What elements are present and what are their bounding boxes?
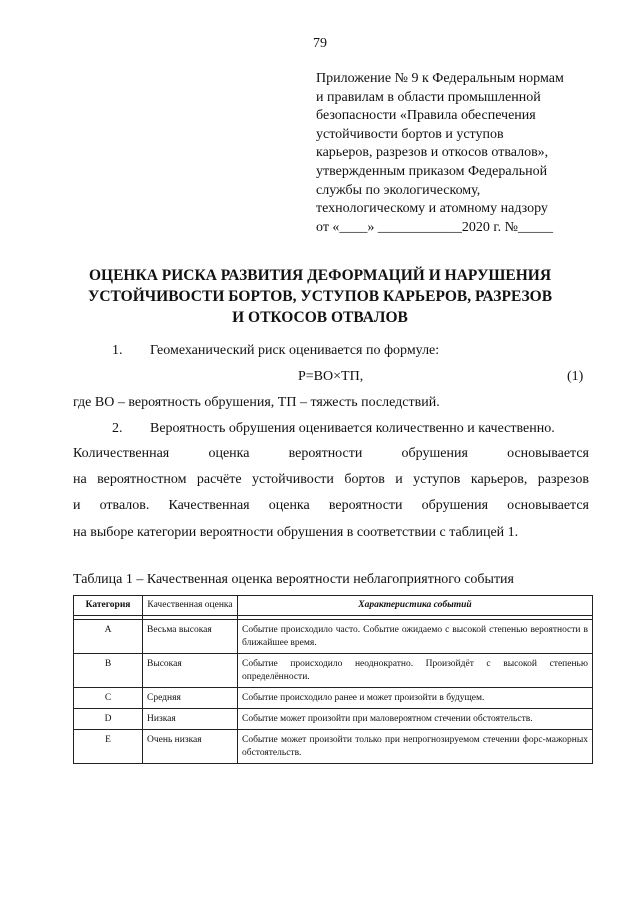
- cell-category: B: [74, 654, 143, 688]
- cell-description: Событие происходило ранее и может произойти в будущем.: [238, 688, 593, 709]
- item2-first-line: Вероятность обрушения оценивается количественно и качественно.: [150, 421, 555, 436]
- cell-description: Событие происходило неоднократно. Произойдёт с высокой степенью определённости.: [238, 654, 593, 688]
- table-row: [74, 688, 593, 709]
- appendix-line: устойчивости бортов и уступов: [316, 126, 504, 142]
- appendix-line: утвержденным приказом Федеральной: [316, 163, 548, 179]
- item1-text: Геомеханический риск оценивается по формуле:: [150, 343, 440, 358]
- cell-category: A: [74, 620, 143, 654]
- formula-number: (1): [567, 369, 584, 384]
- title-line: И ОТКОСОВ ОТВАЛОВ: [232, 309, 408, 326]
- title-line: ОЦЕНКА РИСКА РАЗВИТИЯ ДЕФОРМАЦИЙ И НАРУШЕНИЯ: [88, 267, 552, 284]
- item2-line: Количественная оценка вероятности обрушения основывается: [73, 446, 589, 461]
- cell-description: Событие происходило часто. Событие ожидаемо с высокой степенью вероятности в ближайшее время.: [238, 620, 593, 654]
- header-event-characteristics: Характеристика событий: [238, 596, 593, 616]
- cell-category: E: [74, 730, 143, 764]
- probability-table: [73, 595, 593, 764]
- table-header-row: [74, 596, 593, 616]
- cell-assessment: Весьма высокая: [143, 620, 238, 654]
- document-title: [60, 265, 580, 328]
- appendix-line: службы по экологическому,: [316, 182, 481, 198]
- page-number: 79: [313, 36, 327, 51]
- appendix-line: безопасности «Правила обеспечения: [316, 108, 536, 124]
- appendix-line: Приложение № 9 к Федеральным нормам: [316, 71, 564, 86]
- cell-description: Событие может произойти при маловероятном стечении обстоятельств.: [238, 709, 593, 730]
- item2-last-line: на выборе категории вероятности обрушения в соответствии с таблицей 1.: [73, 525, 519, 540]
- table-row: [74, 730, 593, 764]
- table-row: [74, 620, 593, 654]
- appendix-line: карьеров, разрезов и откосов отвалов»,: [316, 145, 549, 161]
- header-category: Категория: [74, 596, 143, 616]
- item2-number: 2.: [112, 421, 123, 436]
- cell-assessment: Высокая: [143, 654, 238, 688]
- item2-line: и отвалов. Качественная оценка вероятности обрушения основывается: [73, 498, 589, 513]
- formula-legend: где ВО – вероятность обрушения, ТП – тяжесть последствий.: [73, 395, 440, 410]
- cell-assessment: Низкая: [143, 709, 238, 730]
- cell-category: D: [74, 709, 143, 730]
- cell-description: Событие может произойти только при непрогнозируемом стечении форс-мажорных обстоятельств.: [238, 730, 593, 764]
- table-caption: Таблица 1 – Качественная оценка вероятности неблагоприятного события: [73, 572, 514, 587]
- appendix-header: [316, 70, 596, 237]
- appendix-line: от «____» ____________2020 г. №_____: [316, 219, 553, 235]
- table-row: [74, 709, 593, 730]
- cell-category: C: [74, 688, 143, 709]
- header-qualitative-assessment: Качественная оценка: [143, 596, 238, 616]
- cell-assessment: Очень низкая: [143, 730, 238, 764]
- appendix-line: и правилам в области промышленной: [316, 89, 541, 105]
- formula: Р=ВО×ТП,: [298, 369, 364, 384]
- appendix-line: технологическому и атомному надзору: [316, 201, 548, 217]
- title-line: УСТОЙЧИВОСТИ БОРТОВ, УСТУПОВ КАРЬЕРОВ, РАЗРЕЗОВ: [87, 288, 553, 305]
- table-row: [74, 654, 593, 688]
- item2-line: на вероятностном расчёте устойчивости бортов и уступов карьеров, разрезов: [73, 472, 589, 487]
- item1-number: 1.: [112, 343, 123, 358]
- cell-assessment: Средняя: [143, 688, 238, 709]
